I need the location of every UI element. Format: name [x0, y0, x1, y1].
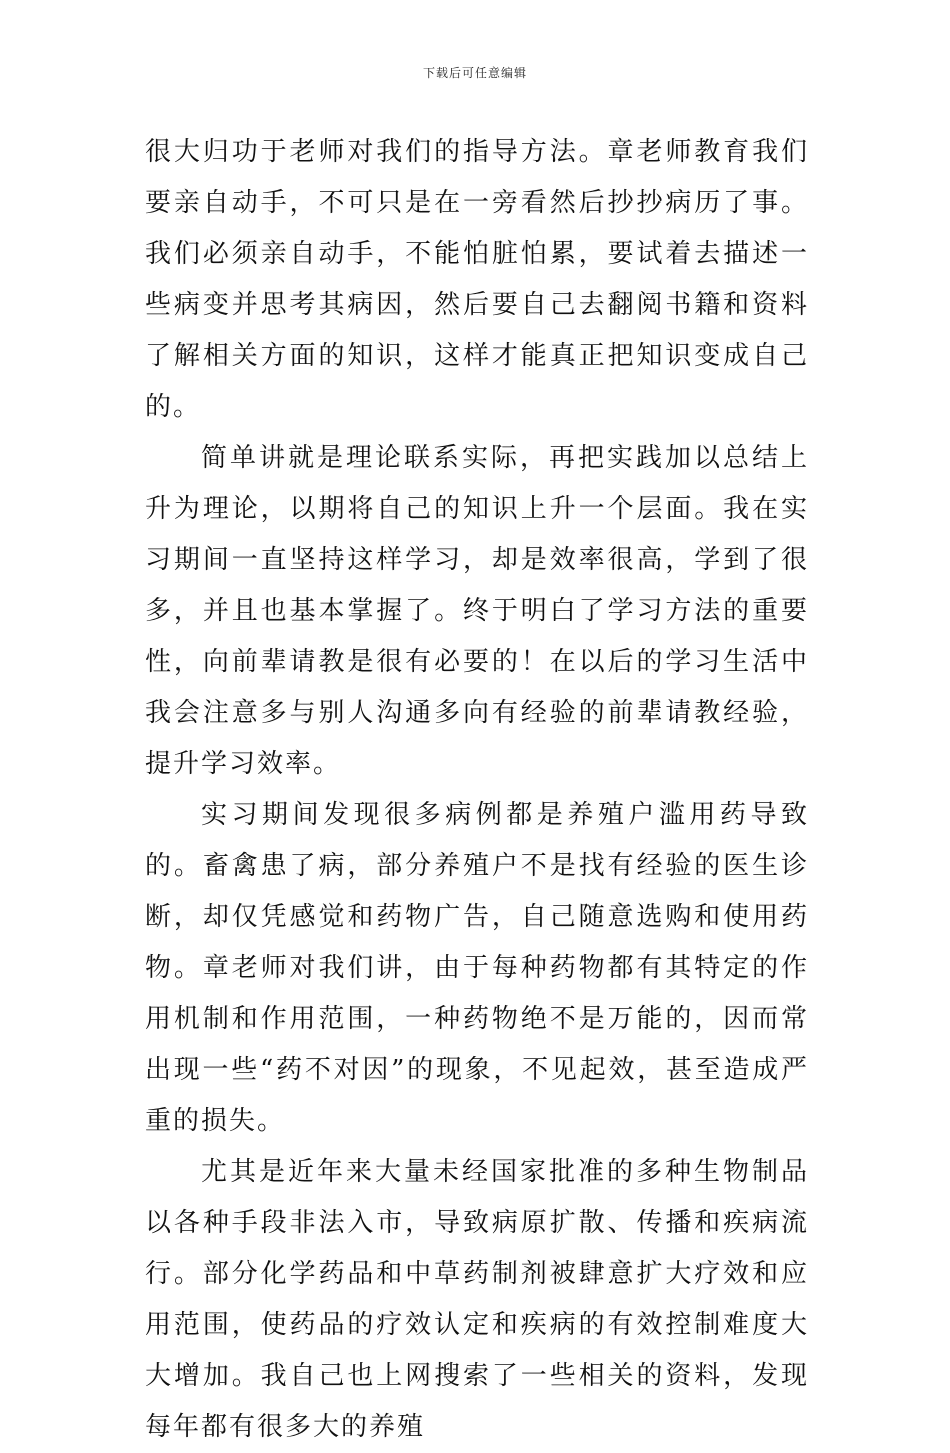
- document-body: [145, 127, 809, 1453]
- paragraph: 简单讲就是理论联系实际，再把实践加以总结上升为理论，以期将自己的知识上升一个层面。我在实习期间一直坚持这样学习，却是效率很高，学到了很多，并且也基本掌握了。终于明白了学习方法的重要性，向前辈请教是很有必要的！在以后的学习生活中我会注意多与别人沟通多向有经验的前辈请教经验，提升学习效率。: [145, 443, 809, 779]
- header-note: 下载后可任意编辑: [422, 66, 527, 80]
- paragraph: 实习期间发现很多病例都是养殖户滥用药导致的。畜禽患了病，部分养殖户不是找有经验的医生诊断，却仅凭感觉和药物广告，自己随意选购和使用药物。章老师对我们讲，由于每种药物都有其特定的作用机制和作用范围，一种药物绝不是万能的，因而常出现一些“药不对因”的现象，不见起效，甚至造成严重的损失。: [145, 800, 809, 1136]
- paragraph: 尤其是近年来大量未经国家批准的多种生物制品以各种手段非法入市，导致病原扩散、传播和疾病流行。部分化学药品和中草药制剂被肆意扩大疗效和应用范围，使药品的疗效认定和疾病的有效控制难度大大增加。我自己也上网搜索了一些相关的资料，发现每年都有很多大的养殖: [145, 1157, 809, 1442]
- paragraph-continuation: 很大归功于老师对我们的指导方法。章老师教育我们要亲自动手，不可只是在一旁看然后抄抄病历了事。我们必须亲自动手，不能怕脏怕累，要试着去描述一些病变并思考其病因，然后要自己去翻阅书籍和资料了解相关方面的知识，这样才能真正把知识变成自己的。: [145, 137, 809, 422]
